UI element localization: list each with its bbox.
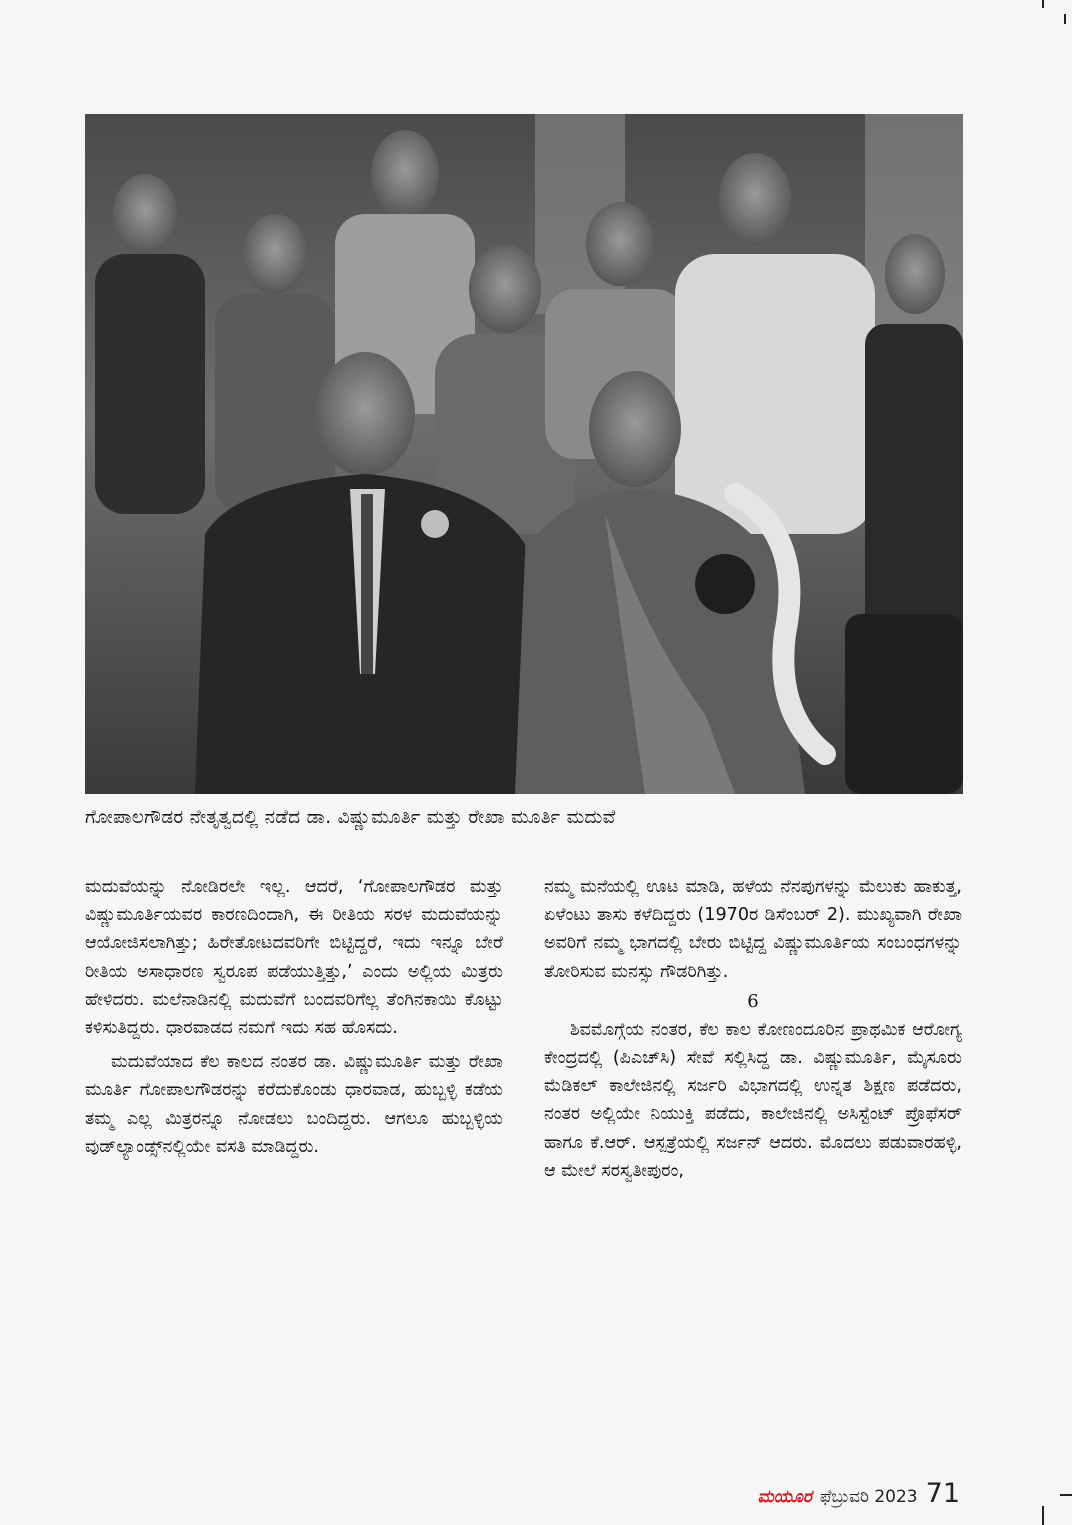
magazine-logo: ಮಯೂರ <box>757 1487 812 1507</box>
paragraph: ಶಿವಮೊಗ್ಗೆಯ ನಂತರ, ಕೆಲ ಕಾಲ ಕೋಣಂದೂರಿನ ಪ್ರಾಥಮಿಕ ಆರೋಗ್ಯ ಕೇಂದ್ರದಲ್ಲಿ (ಪಿಎಚ್‌ಸಿ) ಸೇವೆ ಸಲ್ಲಿಸಿದ್ದ ಡಾ. ವಿಷ್ಣುಮೂರ್ತಿ, ಮೈಸೂರು ಮೆಡಿಕಲ್ ಕಾಲೇಜಿನಲ್ಲಿ ಸರ್ಜರಿ ವಿಭಾಗದಲ್ಲಿ ಉನ್ನತ ಶಿಕ್ಷಣ ಪಡೆದರು, ನಂತರ ಅಲ್ಲಿಯೇ ನಿಯುಕ್ತಿ ಪಡೆದು, ಕಾಲೇಜಿನಲ್ಲಿ ಅಸಿಸ್ಟೆಂಟ್ ಪ್ರೊಫೆಸರ್ ಹಾಗೂ ಕೆ.ಆರ್. ಆಸ್ಪತ್ರೆಯಲ್ಲಿ ಸರ್ಜನ್ ಆದರು. ಮೊದಲು ಪಡುವಾರಹಳ್ಳಿ, ಆ ಮೇಲೆ ಸರಸ್ವತೀಪುರಂ, <box>544 1019 962 1181</box>
paragraph: ನಮ್ಮ ಮನೆಯಲ್ಲಿ ಊಟ ಮಾಡಿ, ಹಳೆಯ ನೆನಪುಗಳನ್ನು ಮೆಲುಕು ಹಾಕುತ್ತ, ಏಳೆಂಟು ತಾಸು ಕಳೆದಿದ್ದರು (1970ರ ಡಿಸೆಂಬರ್ 2). ಮುಖ್ಯವಾಗಿ ರೇಖಾ ಅವರಿಗೆ ನಮ್ಮ ಭಾಗದಲ್ಲಿ ಬೇರು ಬಿಟ್ಟಿದ್ದ ವಿಷ್ಣುಮೂರ್ತಿಯ ಸಂಬಂಧಗಳನ್ನು ತೋರಿಸುವ ಮನಸ್ಸು ಗೌಡರಿಗಿತ್ತು. <box>544 877 962 982</box>
left-column <box>85 873 503 1161</box>
paragraph: ಮದುವೆಯಾದ ಕೆಲ ಕಾಲದ ನಂತರ ಡಾ. ವಿಷ್ಣುಮೂರ್ತಿ ಮತ್ತು ರೇಖಾ ಮೂರ್ತಿ ಗೋಪಾಲಗೌಡರನ್ನು ಕರೆದುಕೊಂಡು ಧಾರವಾಡ, ಹುಬ್ಬಳ್ಳಿ ಕಡೆಯ ತಮ್ಮ ಎಲ್ಲ ಮಿತ್ರರನ್ನೂ ನೋಡಲು ಬಂದಿದ್ದರು. ಆಗಲೂ ಹುಬ್ಬಳ್ಳಿಯ ವುಡ್‌ಲ್ಯಾಂಡ್ಸ್‌ನಲ್ಲಿಯೇ ವಸತಿ ಮಾಡಿದ್ದರು. <box>85 1052 503 1157</box>
crop-mark <box>1042 1506 1044 1525</box>
wedding-photo <box>85 114 963 794</box>
crop-mark <box>1042 0 1044 8</box>
page-number: 71 <box>925 1478 960 1509</box>
photo-caption: ಗೋಪಾಲಗೌಡರ ನೇತೃತ್ವದಲ್ಲಿ ನಡೆದ ಡಾ. ವಿಷ್ಣುಮೂರ್ತಿ ಮತ್ತು ರೇಖಾ ಮೂರ್ತಿ ಮದುವೆ <box>85 807 616 828</box>
photo-illustration <box>85 114 963 794</box>
page-footer <box>758 1478 960 1509</box>
crop-mark <box>1064 14 1066 24</box>
issue-date: ಫೆಬ್ರುವರಿ 2023 <box>819 1487 918 1507</box>
section-number: 6 <box>747 990 759 1012</box>
crop-mark <box>1060 1494 1072 1496</box>
right-column <box>544 873 962 1185</box>
paragraph: ಮದುವೆಯನ್ನು ನೋಡಿರಲೇ ಇಲ್ಲ. ಆದರೆ, ‘ಗೋಪಾಲಗೌಡರ ಮತ್ತು ವಿಷ್ಣುಮೂರ್ತಿಯವರ ಕಾರಣದಿಂದಾಗಿ, ಈ ರೀತಿಯ ಸರಳ ಮದುವೆಯನ್ನು ಆಯೋಜಿಸಲಾಗಿತ್ತು; ಹಿರೇತೋಟದವರಿಗೇ ಬಿಟ್ಟಿದ್ದರೆ, ಇದು ಇನ್ನೂ ಬೇರೆ ರೀತಿಯ ಅಸಾಧಾರಣ ಸ್ವರೂಪ ಪಡೆಯುತ್ತಿತ್ತು,’ ಎಂದು ಅಲ್ಲಿಯ ಮಿತ್ರರು ಹೇಳಿದರು. ಮಲೆನಾಡಿನಲ್ಲಿ ಮದುವೆಗೆ ಬಂದವರಿಗೆಲ್ಲ ತೆಂಗಿನಕಾಯಿ ಕೊಟ್ಟು ಕಳಿಸುತಿದ್ದರು. ಧಾರವಾಡದ ನಮಗೆ ಇದು ಸಹ ಹೊಸದು. <box>85 877 503 1039</box>
